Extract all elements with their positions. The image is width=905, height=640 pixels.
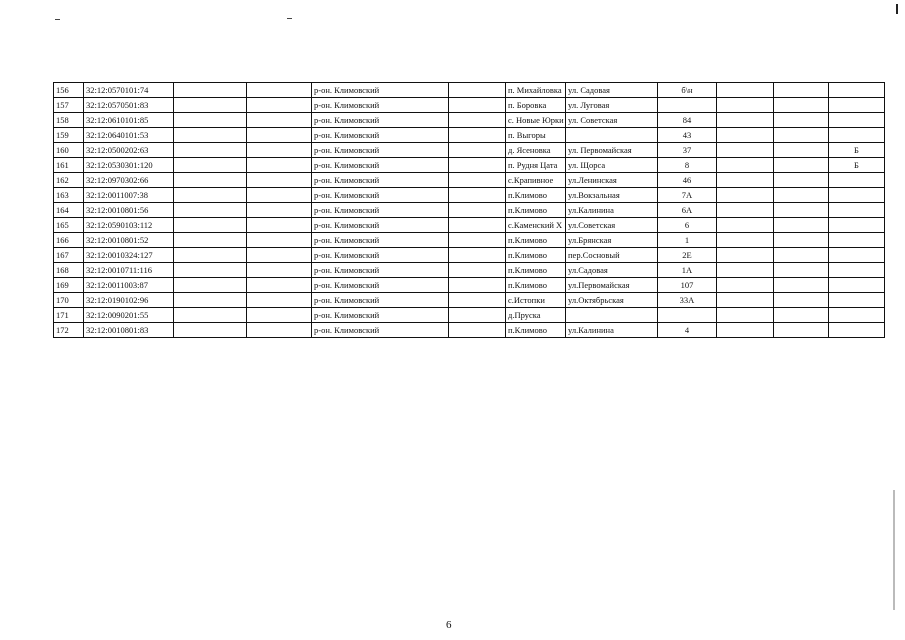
row-number-cell: 156	[54, 83, 84, 98]
empty-cell	[247, 293, 312, 308]
house-number-cell: 43	[658, 128, 717, 143]
street-cell: ул.Садовая	[566, 263, 658, 278]
empty-cell	[717, 278, 774, 293]
district-cell: р-он. Климовский	[312, 248, 449, 263]
empty-cell	[717, 158, 774, 173]
district-cell: р-он. Климовский	[312, 128, 449, 143]
property-registry-table	[53, 82, 885, 338]
empty-cell	[717, 248, 774, 263]
empty-cell	[717, 188, 774, 203]
street-cell: ул.Брянская	[566, 233, 658, 248]
district-cell: р-он. Климовский	[312, 218, 449, 233]
table-row	[54, 83, 885, 98]
letter-suffix-cell	[829, 323, 885, 338]
empty-cell	[174, 188, 247, 203]
empty-cell	[774, 293, 829, 308]
empty-cell	[774, 218, 829, 233]
cadastral-number-cell: 32:12:0011003:87	[84, 278, 174, 293]
empty-cell	[247, 323, 312, 338]
cadastral-number-cell: 32:12:0010801:52	[84, 233, 174, 248]
empty-cell	[247, 98, 312, 113]
letter-suffix-cell	[829, 308, 885, 323]
empty-cell	[449, 143, 506, 158]
empty-cell	[717, 323, 774, 338]
empty-cell	[717, 83, 774, 98]
empty-cell	[717, 203, 774, 218]
table-row	[54, 113, 885, 128]
letter-suffix-cell	[829, 128, 885, 143]
letter-suffix-cell	[829, 233, 885, 248]
letter-suffix-cell	[829, 98, 885, 113]
empty-cell	[174, 233, 247, 248]
locality-cell: п.Климово	[506, 263, 566, 278]
empty-cell	[449, 188, 506, 203]
district-cell: р-он. Климовский	[312, 293, 449, 308]
letter-suffix-cell	[829, 278, 885, 293]
table-row	[54, 203, 885, 218]
empty-cell	[717, 308, 774, 323]
empty-cell	[449, 278, 506, 293]
empty-cell	[449, 248, 506, 263]
table-row	[54, 188, 885, 203]
street-cell: ул. Советская	[566, 113, 658, 128]
house-number-cell: 1	[658, 233, 717, 248]
cadastral-number-cell: 32:12:0590103:112	[84, 218, 174, 233]
empty-cell	[717, 173, 774, 188]
street-cell: ул. Щорса	[566, 158, 658, 173]
table-row	[54, 293, 885, 308]
empty-cell	[247, 83, 312, 98]
empty-cell	[174, 98, 247, 113]
district-cell: р-он. Климовский	[312, 203, 449, 218]
table-row	[54, 233, 885, 248]
house-number-cell: 7А	[658, 188, 717, 203]
row-number-cell: 162	[54, 173, 84, 188]
empty-cell	[774, 143, 829, 158]
empty-cell	[717, 233, 774, 248]
house-number-cell	[658, 308, 717, 323]
street-cell: ул. Луговая	[566, 98, 658, 113]
street-cell: ул. Садовая	[566, 83, 658, 98]
house-number-cell: б\н	[658, 83, 717, 98]
row-number-cell: 163	[54, 188, 84, 203]
cadastral-number-cell: 32:12:0011007:38	[84, 188, 174, 203]
district-cell: р-он. Климовский	[312, 188, 449, 203]
row-number-cell: 157	[54, 98, 84, 113]
house-number-cell: 107	[658, 278, 717, 293]
table-row	[54, 173, 885, 188]
empty-cell	[449, 158, 506, 173]
empty-cell	[449, 323, 506, 338]
empty-cell	[247, 218, 312, 233]
locality-cell: д. Ясеновка	[506, 143, 566, 158]
scan-edge-shadow	[893, 490, 895, 610]
empty-cell	[717, 98, 774, 113]
empty-cell	[449, 233, 506, 248]
locality-cell: п.Климово	[506, 188, 566, 203]
house-number-cell: 46	[658, 173, 717, 188]
district-cell: р-он. Климовский	[312, 83, 449, 98]
empty-cell	[774, 278, 829, 293]
empty-cell	[174, 143, 247, 158]
table-row	[54, 308, 885, 323]
house-number-cell: 6А	[658, 203, 717, 218]
empty-cell	[174, 323, 247, 338]
empty-cell	[717, 128, 774, 143]
row-number-cell: 172	[54, 323, 84, 338]
street-cell: ул.Вокзальная	[566, 188, 658, 203]
empty-cell	[174, 293, 247, 308]
locality-cell: п.Климово	[506, 278, 566, 293]
locality-cell: п. Выгоры	[506, 128, 566, 143]
locality-cell: п.Климово	[506, 203, 566, 218]
table-row	[54, 128, 885, 143]
house-number-cell: 84	[658, 113, 717, 128]
table-row	[54, 323, 885, 338]
empty-cell	[449, 113, 506, 128]
empty-cell	[449, 263, 506, 278]
empty-cell	[449, 83, 506, 98]
letter-suffix-cell	[829, 263, 885, 278]
table-row	[54, 278, 885, 293]
registry-table-body	[54, 83, 885, 338]
empty-cell	[774, 248, 829, 263]
row-number-cell: 158	[54, 113, 84, 128]
district-cell: р-он. Климовский	[312, 263, 449, 278]
street-cell: ул.Первомайская	[566, 278, 658, 293]
scan-mark	[896, 4, 898, 14]
letter-suffix-cell: Б	[829, 143, 885, 158]
row-number-cell: 167	[54, 248, 84, 263]
street-cell	[566, 128, 658, 143]
row-number-cell: 161	[54, 158, 84, 173]
empty-cell	[174, 248, 247, 263]
table-row	[54, 98, 885, 113]
empty-cell	[449, 218, 506, 233]
row-number-cell: 168	[54, 263, 84, 278]
street-cell: ул.Октябрьская	[566, 293, 658, 308]
district-cell: р-он. Климовский	[312, 323, 449, 338]
empty-cell	[174, 308, 247, 323]
empty-cell	[774, 173, 829, 188]
district-cell: р-он. Климовский	[312, 113, 449, 128]
street-cell: ул.Калинина	[566, 323, 658, 338]
cadastral-number-cell: 32:12:0010711:116	[84, 263, 174, 278]
street-cell	[566, 308, 658, 323]
empty-cell	[449, 173, 506, 188]
row-number-cell: 171	[54, 308, 84, 323]
empty-cell	[247, 188, 312, 203]
empty-cell	[174, 278, 247, 293]
street-cell: пер.Сосновый	[566, 248, 658, 263]
row-number-cell: 164	[54, 203, 84, 218]
empty-cell	[174, 218, 247, 233]
cadastral-number-cell: 32:12:0640101:53	[84, 128, 174, 143]
house-number-cell: 37	[658, 143, 717, 158]
empty-cell	[774, 308, 829, 323]
empty-cell	[174, 203, 247, 218]
cadastral-number-cell: 32:12:0570501:83	[84, 98, 174, 113]
empty-cell	[774, 203, 829, 218]
empty-cell	[449, 128, 506, 143]
locality-cell: п. Боровка	[506, 98, 566, 113]
district-cell: р-он. Климовский	[312, 173, 449, 188]
empty-cell	[174, 263, 247, 278]
cadastral-number-cell: 32:12:0090201:55	[84, 308, 174, 323]
empty-cell	[774, 83, 829, 98]
row-number-cell: 170	[54, 293, 84, 308]
empty-cell	[247, 158, 312, 173]
cadastral-number-cell: 32:12:0010801:56	[84, 203, 174, 218]
empty-cell	[774, 323, 829, 338]
row-number-cell: 160	[54, 143, 84, 158]
empty-cell	[717, 293, 774, 308]
table-row	[54, 248, 885, 263]
cadastral-number-cell: 32:12:0610101:85	[84, 113, 174, 128]
cadastral-number-cell: 32:12:0970302:66	[84, 173, 174, 188]
empty-cell	[774, 113, 829, 128]
empty-cell	[774, 263, 829, 278]
scan-mark	[287, 18, 292, 19]
cadastral-number-cell: 32:12:0530301:120	[84, 158, 174, 173]
house-number-cell: 6	[658, 218, 717, 233]
cadastral-number-cell: 32:12:0190102:96	[84, 293, 174, 308]
empty-cell	[774, 188, 829, 203]
district-cell: р-он. Климовский	[312, 308, 449, 323]
empty-cell	[247, 308, 312, 323]
scan-mark	[55, 19, 60, 20]
locality-cell: п.Климово	[506, 233, 566, 248]
empty-cell	[247, 248, 312, 263]
letter-suffix-cell	[829, 218, 885, 233]
locality-cell: с.Истопки	[506, 293, 566, 308]
row-number-cell: 169	[54, 278, 84, 293]
empty-cell	[174, 113, 247, 128]
empty-cell	[717, 113, 774, 128]
street-cell: ул.Калинина	[566, 203, 658, 218]
locality-cell: п. Рудня Цата	[506, 158, 566, 173]
letter-suffix-cell	[829, 188, 885, 203]
street-cell: ул. Первомайская	[566, 143, 658, 158]
empty-cell	[449, 98, 506, 113]
locality-cell: п.Климово	[506, 323, 566, 338]
page-number: 6	[446, 619, 452, 631]
locality-cell: п.Климово	[506, 248, 566, 263]
empty-cell	[449, 293, 506, 308]
table-row	[54, 158, 885, 173]
locality-cell: с. Новые Юрки	[506, 113, 566, 128]
row-number-cell: 166	[54, 233, 84, 248]
empty-cell	[247, 203, 312, 218]
empty-cell	[174, 173, 247, 188]
locality-cell: д.Пруска	[506, 308, 566, 323]
district-cell: р-он. Климовский	[312, 158, 449, 173]
table-row	[54, 218, 885, 233]
empty-cell	[449, 308, 506, 323]
letter-suffix-cell	[829, 173, 885, 188]
empty-cell	[247, 173, 312, 188]
cadastral-number-cell: 32:12:0010801:83	[84, 323, 174, 338]
empty-cell	[449, 203, 506, 218]
empty-cell	[174, 128, 247, 143]
empty-cell	[717, 263, 774, 278]
street-cell: ул.Советская	[566, 218, 658, 233]
district-cell: р-он. Климовский	[312, 233, 449, 248]
cadastral-number-cell: 32:12:0010324:127	[84, 248, 174, 263]
locality-cell: п. Михайловка	[506, 83, 566, 98]
empty-cell	[774, 98, 829, 113]
letter-suffix-cell	[829, 248, 885, 263]
house-number-cell: 2Е	[658, 248, 717, 263]
locality-cell: с.Крапивное	[506, 173, 566, 188]
street-cell: ул.Ленинская	[566, 173, 658, 188]
row-number-cell: 165	[54, 218, 84, 233]
letter-suffix-cell: Б	[829, 158, 885, 173]
letter-suffix-cell	[829, 293, 885, 308]
district-cell: р-он. Климовский	[312, 143, 449, 158]
empty-cell	[247, 233, 312, 248]
house-number-cell: 1А	[658, 263, 717, 278]
table-row	[54, 143, 885, 158]
empty-cell	[247, 278, 312, 293]
house-number-cell: 8	[658, 158, 717, 173]
empty-cell	[717, 218, 774, 233]
letter-suffix-cell	[829, 203, 885, 218]
empty-cell	[247, 128, 312, 143]
empty-cell	[774, 128, 829, 143]
empty-cell	[717, 143, 774, 158]
letter-suffix-cell	[829, 83, 885, 98]
empty-cell	[174, 83, 247, 98]
locality-cell: с.Каменский Х	[506, 218, 566, 233]
house-number-cell: 4	[658, 323, 717, 338]
empty-cell	[247, 113, 312, 128]
cadastral-number-cell: 32:12:0500202:63	[84, 143, 174, 158]
cadastral-number-cell: 32:12:0570101:74	[84, 83, 174, 98]
district-cell: р-он. Климовский	[312, 98, 449, 113]
empty-cell	[774, 233, 829, 248]
letter-suffix-cell	[829, 113, 885, 128]
table-row	[54, 263, 885, 278]
row-number-cell: 159	[54, 128, 84, 143]
empty-cell	[247, 143, 312, 158]
empty-cell	[174, 158, 247, 173]
empty-cell	[247, 263, 312, 278]
empty-cell	[774, 158, 829, 173]
district-cell: р-он. Климовский	[312, 278, 449, 293]
house-number-cell	[658, 98, 717, 113]
house-number-cell: 33А	[658, 293, 717, 308]
